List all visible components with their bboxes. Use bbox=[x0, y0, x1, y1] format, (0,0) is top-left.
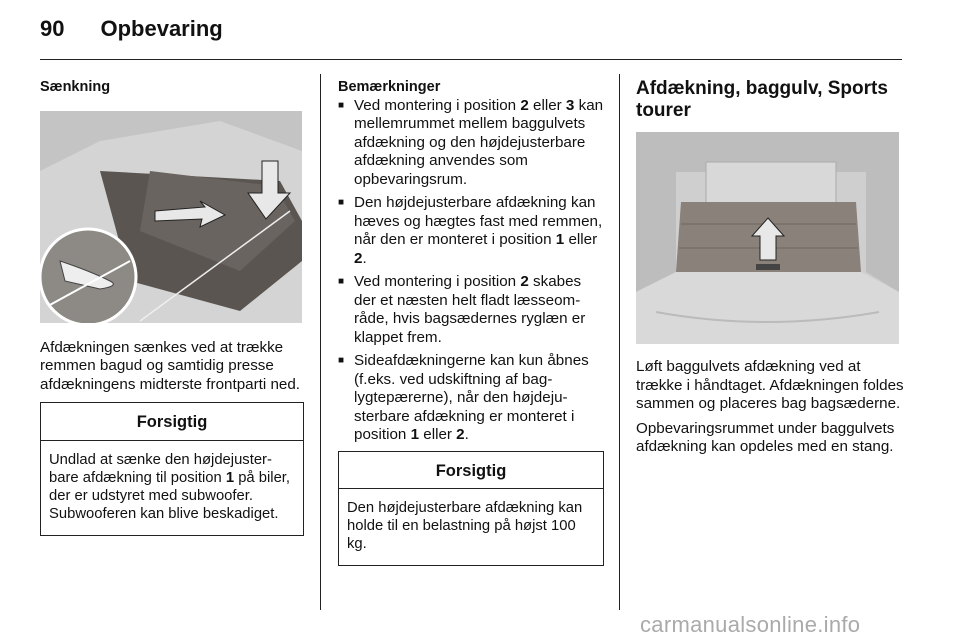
notes-subheading: Bemærkninger bbox=[338, 79, 441, 95]
page-title: Opbevaring bbox=[100, 16, 223, 41]
caution-title: Forsigtig bbox=[41, 403, 303, 441]
cargo-floor-illustration bbox=[636, 132, 899, 344]
caution-box bbox=[338, 451, 604, 567]
column-divider bbox=[320, 74, 321, 610]
section-heading: Afdækning, baggulv, Sports tourer bbox=[636, 78, 888, 121]
caution-text: Undlad at sænke den højdejusterbare afdækning til position 1 på biler, der er udstyret med subwoofer. Subwooferen kan blive beskadiget. bbox=[49, 451, 291, 522]
body-text: Afdækningen sænkes ved at trække remmen bagud og samtidig presse afdækningens midterste frontparti ned. bbox=[40, 338, 301, 393]
section-subheading: Sænkning bbox=[40, 79, 111, 95]
column-3 bbox=[636, 78, 904, 457]
body-text: Løft baggulvets afdækning ved at trække i håndtaget. Afdækningen foldes sammen og placeres bag bagsæderne. bbox=[636, 358, 904, 412]
list-item: ■ Ved montering i position 2 eller 3 kan mellemrummet mellem baggulvets afdækning og den højdejusterbare afdækning anvendes som opbevaringsrum. bbox=[338, 97, 604, 190]
body-text: Opbevaringsrummet under baggulvets afdækning kan opdeles med en stang. bbox=[636, 419, 895, 455]
list-item: ■ Sideafdækningerne kan kun åbnes (f.eks. ved udskiftning af baglygtepærerne), når den højdejusterbare afdækning er monteret i position 1 eller 2. bbox=[338, 352, 604, 445]
list-item: ■ Ved montering i position 2 skabes der et næsten helt fladt læsseområde, hvis bagsædernes ryglæn er klappet frem. bbox=[338, 273, 604, 347]
page-header bbox=[40, 16, 223, 42]
caution-box bbox=[40, 402, 304, 536]
caution-title: Forsigtig bbox=[339, 452, 603, 490]
watermark: carmanualsonline.info bbox=[640, 612, 861, 637]
notes-list bbox=[338, 97, 604, 445]
column-2 bbox=[338, 78, 604, 566]
header-rule bbox=[40, 59, 902, 60]
caution-text: Den højdejusterbare afdækning kan holde til en belastning på højst 100 kg. bbox=[347, 500, 583, 552]
column-1 bbox=[40, 78, 304, 536]
page-number: 90 bbox=[40, 16, 65, 41]
column-divider bbox=[619, 74, 620, 610]
lowering-illustration bbox=[40, 111, 302, 323]
list-item: ■ Den højdejusterbare afdækning kan hæves og hægtes fast med remmen, når den er monteret i position 1 eller 2. bbox=[338, 194, 604, 268]
